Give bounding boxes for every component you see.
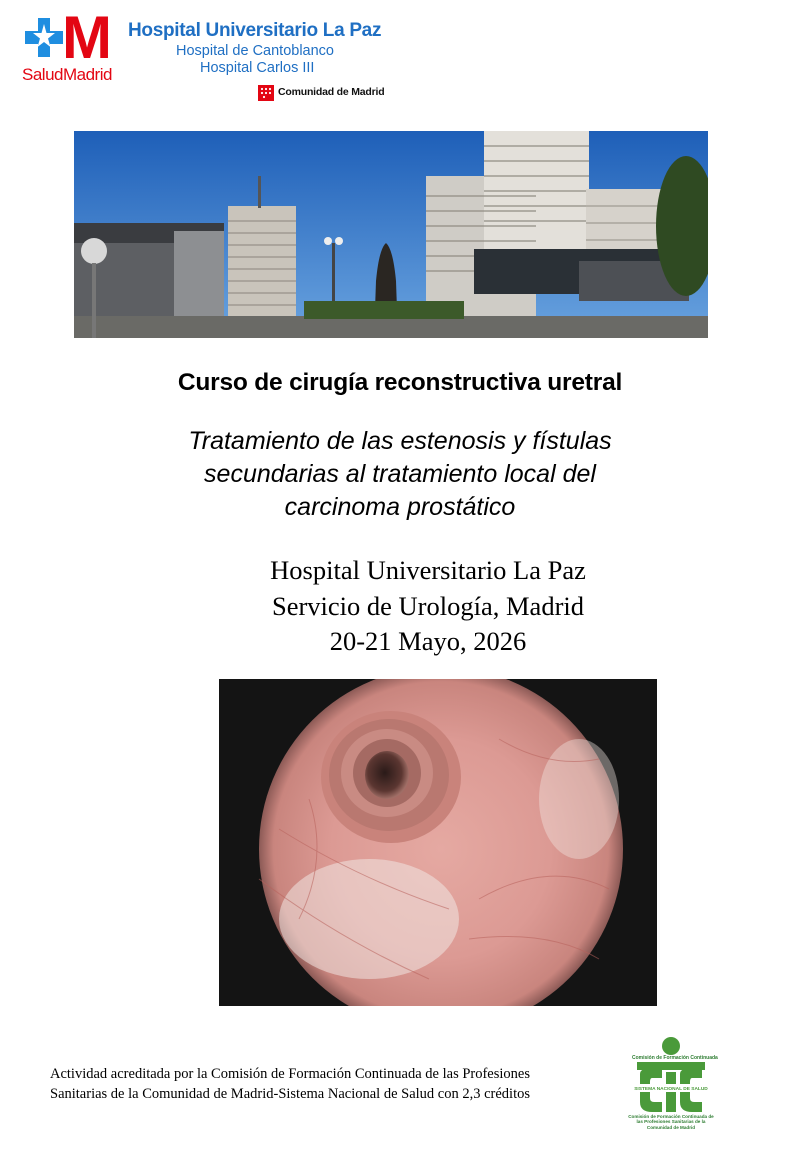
m-logo-letter: M xyxy=(62,4,110,71)
endoscopic-image xyxy=(219,679,657,1006)
hospital-photo xyxy=(74,131,708,338)
subtitle-line: carcinoma prostático xyxy=(284,493,516,521)
accreditation-text xyxy=(50,1064,620,1104)
flag-stars-icon xyxy=(258,85,274,101)
course-subtitle xyxy=(130,425,670,524)
sub-hospital-cantoblanco: Hospital de Cantoblanco xyxy=(176,43,334,59)
madrid-flag-icon xyxy=(258,85,274,101)
venue-block xyxy=(200,553,656,660)
cfc-band-text: SISTEMA NACIONAL DE SALUD xyxy=(634,1087,708,1092)
venue-hospital: Hospital Universitario La Paz xyxy=(270,555,586,585)
subtitle-line: secundarias al tratamiento local del xyxy=(204,460,596,488)
venue-date: 20-21 Mayo, 2026 xyxy=(329,626,527,656)
medical-cross-icon xyxy=(22,16,66,62)
hospital-name: Hospital Universitario La Paz xyxy=(128,20,382,41)
cfc-emblem-icon xyxy=(632,1036,718,1116)
sub-hospital-carlos-iii: Hospital Carlos III xyxy=(200,60,315,76)
subtitle-line: Tratamiento de las estenosis y fístulas xyxy=(188,427,612,455)
salud-madrid-text: SaludMadrid xyxy=(22,65,112,84)
comunidad-madrid-text: Comunidad de Madrid xyxy=(278,86,385,98)
salud-madrid-logo xyxy=(22,4,122,86)
venue-department: Servicio de Urología, Madrid xyxy=(271,590,585,621)
cfc-bottom-label: Comisión de Formación Continuada de las Profesiones Sanitarias de la Comunidad de Madrid xyxy=(628,1114,714,1130)
cfc-top-label: Comisión de Formación Continuada xyxy=(632,1055,718,1061)
course-title: Curso de cirugía reconstructiva uretral xyxy=(177,369,623,396)
accreditation-line: Sanitarias de la Comunidad de Madrid-Sistema Nacional de Salud con 2,3 créditos xyxy=(50,1086,530,1102)
comunidad-madrid-logo xyxy=(258,85,398,101)
cfc-accreditation-logo xyxy=(628,1036,718,1136)
accreditation-line: Actividad acreditada por la Comisión de Formación Continuada de las Profesiones xyxy=(50,1066,530,1082)
